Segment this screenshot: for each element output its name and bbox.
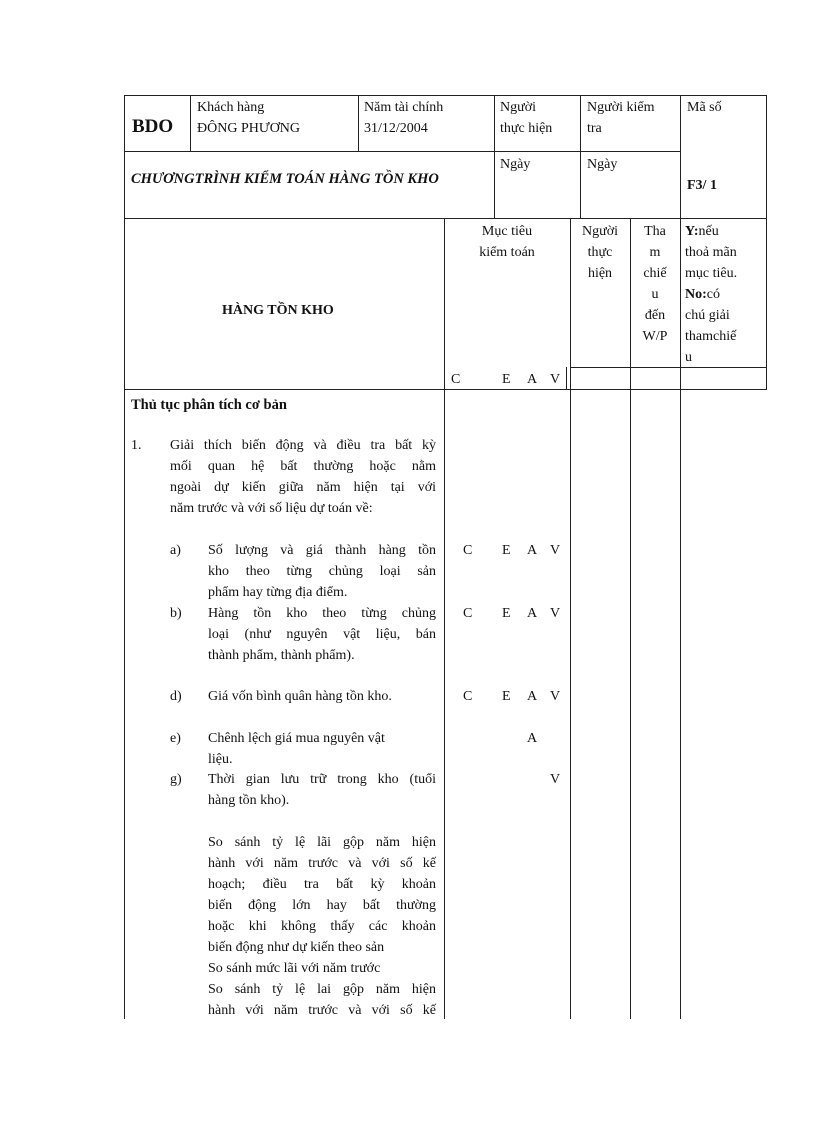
sub-item-d-a: A xyxy=(527,689,538,704)
paragraph-line5: hoặc khi không thấy các khoản xyxy=(208,919,436,934)
note-col-line4 xyxy=(685,284,720,305)
yes-text: nếu xyxy=(698,224,719,239)
fiscal-year-value: 31/12/2004 xyxy=(364,121,428,136)
sub-item-a-c: C xyxy=(463,543,473,558)
reference-col-line2: m xyxy=(649,245,661,260)
item-1-line2: mối quan hệ bất thường hoặc nằm xyxy=(170,459,436,474)
assertion-c-header: C xyxy=(451,372,461,387)
no-text: có xyxy=(706,287,720,302)
sub-item-e-line1: Chênh lệch giá mua nguyên vật xyxy=(208,731,385,746)
item-1-number: 1. xyxy=(131,438,142,453)
reference-col-line4: u xyxy=(651,287,659,302)
sub-item-b-c: C xyxy=(463,606,473,621)
sub-item-d-letter: d) xyxy=(170,689,182,704)
sub-item-d-v: V xyxy=(550,689,561,704)
objectives-label-line2: kiểm toán xyxy=(479,245,535,260)
sub-item-b-e: E xyxy=(502,606,511,621)
paragraph-line8: So sánh tỷ lệ lai gộp năm hiện xyxy=(208,982,436,997)
reference-col-line1: Tha xyxy=(644,224,666,239)
sub-item-b-line1: Hàng tồn kho theo từng chủng xyxy=(208,606,436,621)
reviewer-date-label: Ngày xyxy=(587,157,618,172)
sub-item-b-line2: loại (như nguyên vật liệu, bán xyxy=(208,627,436,642)
item-1-line4: năm trước và với số liệu dự toán về: xyxy=(170,501,373,516)
client-name: ĐÔNG PHƯƠNG xyxy=(197,121,301,136)
sub-item-b-letter: b) xyxy=(170,606,182,621)
performer-label-line1: Người xyxy=(500,100,536,115)
note-col-line7: u xyxy=(685,350,692,365)
paragraph-line2: hành với năm trước và với số kế xyxy=(208,856,436,871)
col-divider-objectives xyxy=(444,218,445,1019)
paragraph-line7: So sánh mức lãi với năm trước xyxy=(208,961,381,976)
note-col-line1 xyxy=(685,221,719,242)
client-label: Khách hàng xyxy=(197,100,265,115)
header-middle-border xyxy=(124,151,680,152)
sub-item-e-letter: e) xyxy=(170,731,181,746)
sub-item-g-line2: hàng tồn kho). xyxy=(208,793,290,808)
assertion-v-divider xyxy=(566,367,567,389)
note-col-line6: thamchiế xyxy=(685,329,737,344)
sub-item-e-line2: liệu. xyxy=(208,752,233,767)
section-title: Thủ tục phân tích cơ bản xyxy=(131,397,287,413)
col-divider-performer xyxy=(570,218,571,1019)
sub-item-a-letter: a) xyxy=(170,543,181,558)
paragraph-line3: hoạch; điều tra bất kỳ khoản xyxy=(208,877,436,892)
sub-item-g-v: V xyxy=(550,772,561,787)
item-1-line1: Giải thích biến động và điều tra bất kỳ xyxy=(170,438,436,453)
sub-item-a-v: V xyxy=(550,543,561,558)
reference-col-line6: W/P xyxy=(642,329,668,344)
header-top-border xyxy=(124,95,767,96)
sub-item-a-line2: kho theo từng chủng loại sản xyxy=(208,564,436,579)
sub-item-a-line3: phẩm hay từng địa điểm. xyxy=(208,585,348,600)
sub-item-b-line3: thành phẩm, thành phẩm). xyxy=(208,648,355,663)
program-title: CHƯƠNGTRÌNH KIỂM TOÁN HÀNG TỒN KHO xyxy=(131,171,439,187)
header-right-border xyxy=(766,95,767,390)
sub-item-e-a: A xyxy=(527,731,538,746)
note-col-line3: mục tiêu. xyxy=(685,266,738,281)
header-divider-4 xyxy=(580,95,581,218)
assertion-v-header: V xyxy=(550,372,561,387)
header-divider-5 xyxy=(680,95,681,1019)
performer-col-line2: thực xyxy=(587,245,613,260)
paragraph-line4: biến động lớn hay bất thường xyxy=(208,898,436,913)
paragraph-line9: hành với năm trước và với số kế xyxy=(208,1003,436,1018)
code-value: F3/ 1 xyxy=(687,178,717,193)
item-1-line3: ngoài dự kiến giữa năm hiện tại với xyxy=(170,480,436,495)
reference-col-line5: đến xyxy=(644,308,666,323)
header-bottom-border xyxy=(124,218,767,219)
sub-item-g-line1: Thời gian lưu trữ trong kho (tuổi xyxy=(208,772,436,787)
paragraph-line6: biến động như dự kiến theo sản xyxy=(208,940,385,955)
reference-col-line3: chiế xyxy=(643,266,667,281)
company-name: BDO xyxy=(132,116,174,137)
objectives-label-line1: Mục tiêu xyxy=(481,224,533,239)
sub-item-b-v: V xyxy=(550,606,561,621)
column-header-bottom xyxy=(124,389,767,390)
inventory-heading: HÀNG TỒN KHO xyxy=(222,303,334,318)
assertion-e-header: E xyxy=(502,372,511,387)
header-divider-3 xyxy=(494,95,495,218)
reviewer-label-line1: Người kiểm xyxy=(587,100,655,115)
header-divider-1 xyxy=(190,95,191,151)
sub-item-a-e: E xyxy=(502,543,511,558)
sub-item-b-a: A xyxy=(527,606,538,621)
paragraph-line1: So sánh tỷ lệ lãi gộp năm hiện xyxy=(208,835,436,850)
fiscal-year-label: Năm tài chính xyxy=(364,100,444,115)
header-left-border xyxy=(124,95,125,1019)
note-col-line5: chú giải xyxy=(685,308,730,323)
sub-item-d-line1: Giá vốn bình quân hàng tồn kho. xyxy=(208,689,392,704)
sub-item-d-e: E xyxy=(502,689,511,704)
sub-item-d-c: C xyxy=(463,689,473,704)
no-key: No: xyxy=(685,287,707,302)
sub-item-a-line1: Số lượng và giá thành hàng tồn xyxy=(208,543,436,558)
sub-item-a-a: A xyxy=(527,543,538,558)
assertion-a-header: A xyxy=(527,372,538,387)
sub-item-g-letter: g) xyxy=(170,772,182,787)
performer-label-line2: thực hiện xyxy=(500,121,553,136)
yes-key: Y: xyxy=(685,224,699,239)
code-label: Mã số xyxy=(687,100,722,115)
reviewer-label-line2: tra xyxy=(587,121,602,136)
performer-col-line1: Người xyxy=(582,224,618,239)
assertion-row-top xyxy=(570,367,767,368)
performer-col-line3: hiện xyxy=(587,266,613,281)
header-divider-2 xyxy=(358,95,359,151)
performer-date-label: Ngày xyxy=(500,157,531,172)
note-col-line2: thoả mãn xyxy=(685,245,737,260)
